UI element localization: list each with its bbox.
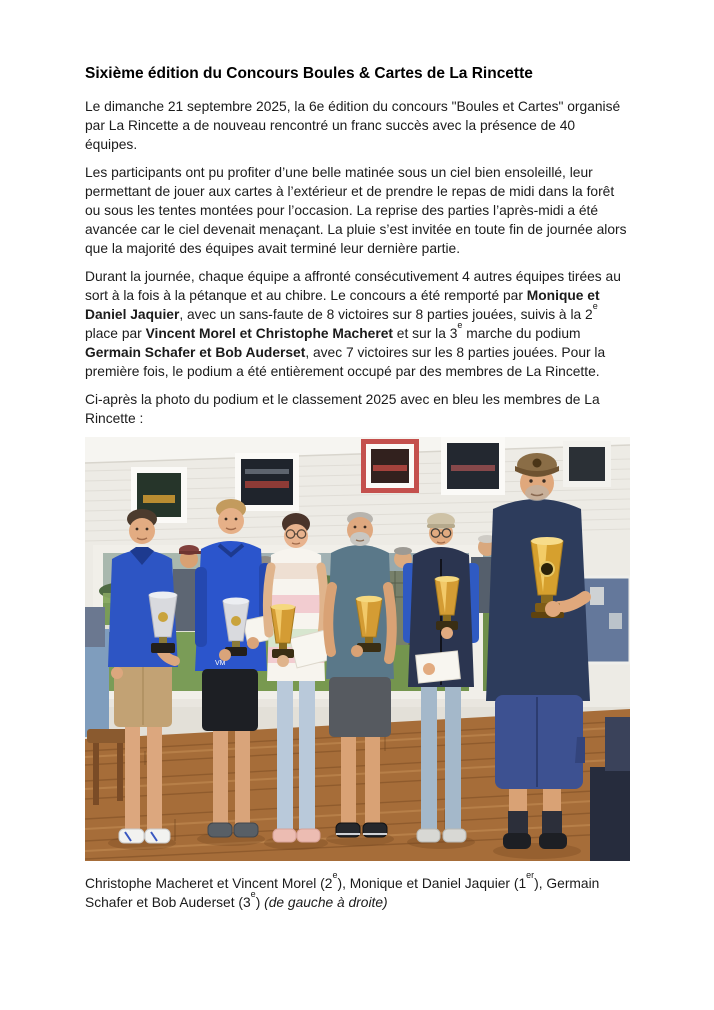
trophy-gold-3 — [271, 604, 295, 658]
podium-photo-illustration — [85, 437, 630, 861]
trophy-gold-5 — [435, 576, 459, 630]
paragraph-intro: Le dimanche 21 septembre 2025, la 6e édition du concours "Boules et Cartes" organisé par La Rincette a de nouveau rencontré un franc succès avec la présence de 40 équipes. — [85, 99, 621, 152]
envelope-5 — [416, 651, 461, 683]
trophy-silver-2 — [223, 598, 249, 657]
trophy-silver-1 — [149, 592, 177, 654]
paragraph-results: Durant la journée, chaque équipe a affronté consécutivement 4 autres équipes tirées au sort à la fois à la pétanque et au chibre. Le concours a été remporté par Monique et Daniel Jaquier, avec un sans-faute de 8 victoires sur 8 parties jouées, suivis à la 2e place par Vincent Morel et Christophe Macheret et sur la 3e marche du podium Germain Schafer et Bob Auderset, avec 7 victoires sur les 8 parties jouées. Pour la première fois, le podium a été entièrement occupé par des membres de La Rincette. — [85, 269, 621, 379]
photo-caption: Christophe Macheret et Vincent Morel (2e), Monique et Daniel Jaquier (1er), Germain Schafer et Bob Auderset (3e) (de gauche à droite) — [85, 870, 600, 910]
trophy-gold-4 — [356, 596, 382, 652]
paragraph-weather: Les participants ont pu profiter d’une belle matinée sous un ciel bien ensoleillé, leur permettant de jouer aux cartes à l’extérieur et de prendre le repas de midi dans la forêt ou sous les tentes montées pour l’occasion. La reprise des parties l’après-midi a été avancée car le ciel devenait menaçant. La pluie s’est invitée en toute fin de journée alors que la majorité des équipes avait terminé leur dernière partie. — [85, 165, 627, 256]
article-title: Sixième édition du Concours Boules & Cartes de La Rincette — [85, 65, 533, 82]
paragraph-photo-lead: Ci-après la photo du podium et le classement 2025 avec en bleu les membres de La Rincette : — [85, 392, 600, 426]
jersey-initials: VM — [215, 660, 226, 667]
podium-photo — [85, 437, 630, 861]
